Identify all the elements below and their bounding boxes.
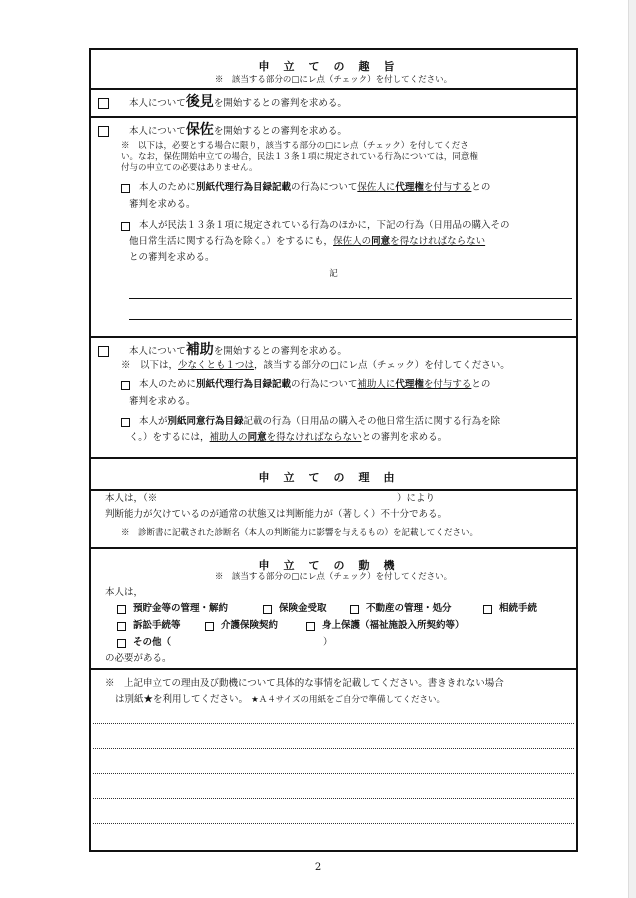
curatorship-writing-line-1[interactable] bbox=[129, 298, 572, 299]
purpose-header bbox=[91, 50, 576, 90]
curatorship-note-3: 付与の申立ての必要はありません。 bbox=[121, 163, 258, 173]
motive-tail: の必要がある。 bbox=[105, 653, 172, 664]
motive-checkbox-care[interactable] bbox=[205, 622, 214, 631]
curatorship-ki: 記 bbox=[329, 269, 338, 279]
guardianship-checkbox[interactable] bbox=[98, 98, 109, 109]
details-writing-line-3[interactable] bbox=[93, 773, 574, 774]
motive-header bbox=[91, 549, 576, 585]
guardianship-row bbox=[91, 90, 576, 118]
reason-header bbox=[91, 459, 576, 491]
motive-lead: 本人は， bbox=[105, 587, 144, 598]
motive-opt-savings: 預貯金等の管理・解約 bbox=[133, 603, 229, 614]
assistance-proxy-text-2: 審判を求める。 bbox=[129, 396, 196, 407]
motive-body bbox=[91, 585, 576, 670]
motive-opt-care: 介護保険契約 bbox=[221, 620, 279, 631]
motive-title: 申立ての動機 bbox=[258, 559, 409, 572]
purpose-note: ※ 該当する部分の□にレ点（チェック）を付してください。 bbox=[214, 75, 453, 85]
motive-checkbox-insurance[interactable] bbox=[263, 605, 272, 614]
details-section bbox=[91, 670, 576, 852]
assistance-note: ※ 以下は，少なくとも１つは，該当する部分の□にレ点（チェック）を付してください。 bbox=[121, 360, 510, 371]
motive-opt-insurance: 保険金受取 bbox=[279, 603, 327, 614]
curatorship-text: 本人について保佐を開始するとの審判を求める。 bbox=[129, 122, 347, 138]
reason-diagnosis-lead: 本人は，（※ bbox=[105, 493, 158, 504]
purpose-title: 申立ての趣旨 bbox=[258, 60, 409, 73]
curatorship-note-1: ※ 以下は，必要とする場合に限り，該当する部分の□にレ点（チェック）を付してくださ bbox=[121, 141, 469, 151]
reason-line-2: 判断能力が欠けているのが通常の状態又は判断能力が（著しく）不十分である。 bbox=[105, 509, 448, 520]
assistance-proxy-text: 本人のために別紙代理行為目録記載の行為について補助人に代理権を付与するとの bbox=[139, 379, 491, 390]
reason-diagnosis-close: ）により bbox=[397, 493, 436, 504]
details-writing-line-4[interactable] bbox=[93, 798, 574, 799]
motive-checkbox-savings[interactable] bbox=[117, 605, 126, 614]
application-form bbox=[89, 48, 578, 852]
curatorship-consent-text-3: との審判を求める。 bbox=[129, 252, 215, 263]
assistance-section bbox=[91, 338, 576, 459]
details-instruction-2: は別紙★を利用してください。 ★Ａ４サイズの用紙をご自分で準備してください。 bbox=[115, 694, 446, 705]
reason-body bbox=[91, 491, 576, 549]
motive-checkbox-realestate[interactable] bbox=[350, 605, 359, 614]
reason-note: ※ 診断書に記載された診断名（本人の判断能力に影響を与えるもの）を記載してください。 bbox=[121, 528, 479, 538]
motive-checkbox-litigation[interactable] bbox=[117, 622, 126, 631]
assistance-consent-text-1: 本人が別紙同意行為目録記載の行為（日用品の購入その他日常生活に関する行為を除 bbox=[139, 416, 501, 427]
motive-checkbox-personal[interactable] bbox=[306, 622, 315, 631]
motive-opt-personal: 身上保護（福祉施設入所契約等） bbox=[322, 620, 465, 631]
assistance-consent-checkbox[interactable] bbox=[121, 418, 130, 427]
curatorship-proxy-text-2: 審判を求める。 bbox=[129, 199, 196, 210]
details-writing-line-5[interactable] bbox=[93, 823, 574, 824]
motive-opt-inheritance: 相続手続 bbox=[499, 603, 538, 614]
curatorship-note-2: い。なお，保佐開始申立ての場合，民法１３条１項に規定されている行為については，同意権 bbox=[121, 152, 478, 162]
motive-checkbox-other[interactable] bbox=[117, 639, 126, 648]
curatorship-proxy-text: 本人のために別紙代理行為目録記載の行為について保佐人に代理権を付与するとの bbox=[139, 182, 491, 193]
details-writing-line-1[interactable] bbox=[93, 723, 574, 724]
details-writing-line-2[interactable] bbox=[93, 748, 574, 749]
assistance-checkbox[interactable] bbox=[98, 346, 109, 357]
motive-note: ※ 該当する部分の□にレ点（チェック）を付してください。 bbox=[214, 572, 453, 582]
motive-opt-other: その他（ bbox=[133, 637, 172, 648]
guardianship-text: 本人について後見を開始するとの審判を求める。 bbox=[129, 94, 347, 110]
curatorship-checkbox[interactable] bbox=[98, 126, 109, 137]
curatorship-section bbox=[91, 118, 576, 338]
page-number: 2 bbox=[314, 862, 322, 873]
curatorship-consent-text-2: 他日常生活に関する行為を除く。）をするにも，保佐人の同意を得なければならない bbox=[129, 236, 486, 247]
curatorship-proxy-checkbox[interactable] bbox=[121, 184, 130, 193]
curatorship-writing-line-2[interactable] bbox=[129, 319, 572, 320]
motive-checkbox-inheritance[interactable] bbox=[483, 605, 492, 614]
curatorship-consent-checkbox[interactable] bbox=[121, 222, 130, 231]
assistance-consent-text-2: く。）をするには，補助人の同意を得なければならないとの審判を求める。 bbox=[129, 432, 448, 443]
reason-title: 申立ての理由 bbox=[258, 471, 409, 484]
details-instruction-1: ※ 上記申立ての理由及び動機について具体的な事情を記載してください。書ききれない場合 bbox=[105, 678, 504, 689]
motive-opt-litigation: 訴訟手続等 bbox=[133, 620, 181, 631]
curatorship-consent-text-1: 本人が民法１３条１項に規定されている行為のほかに，下記の行為（日用品の購入その bbox=[139, 220, 510, 231]
scrollbar[interactable] bbox=[628, 0, 636, 898]
motive-opt-realestate: 不動産の管理・処分 bbox=[366, 603, 452, 614]
motive-other-close: ） bbox=[323, 637, 333, 648]
assistance-proxy-checkbox[interactable] bbox=[121, 381, 130, 390]
assistance-text: 本人について補助を開始するとの審判を求める。 bbox=[129, 342, 347, 358]
